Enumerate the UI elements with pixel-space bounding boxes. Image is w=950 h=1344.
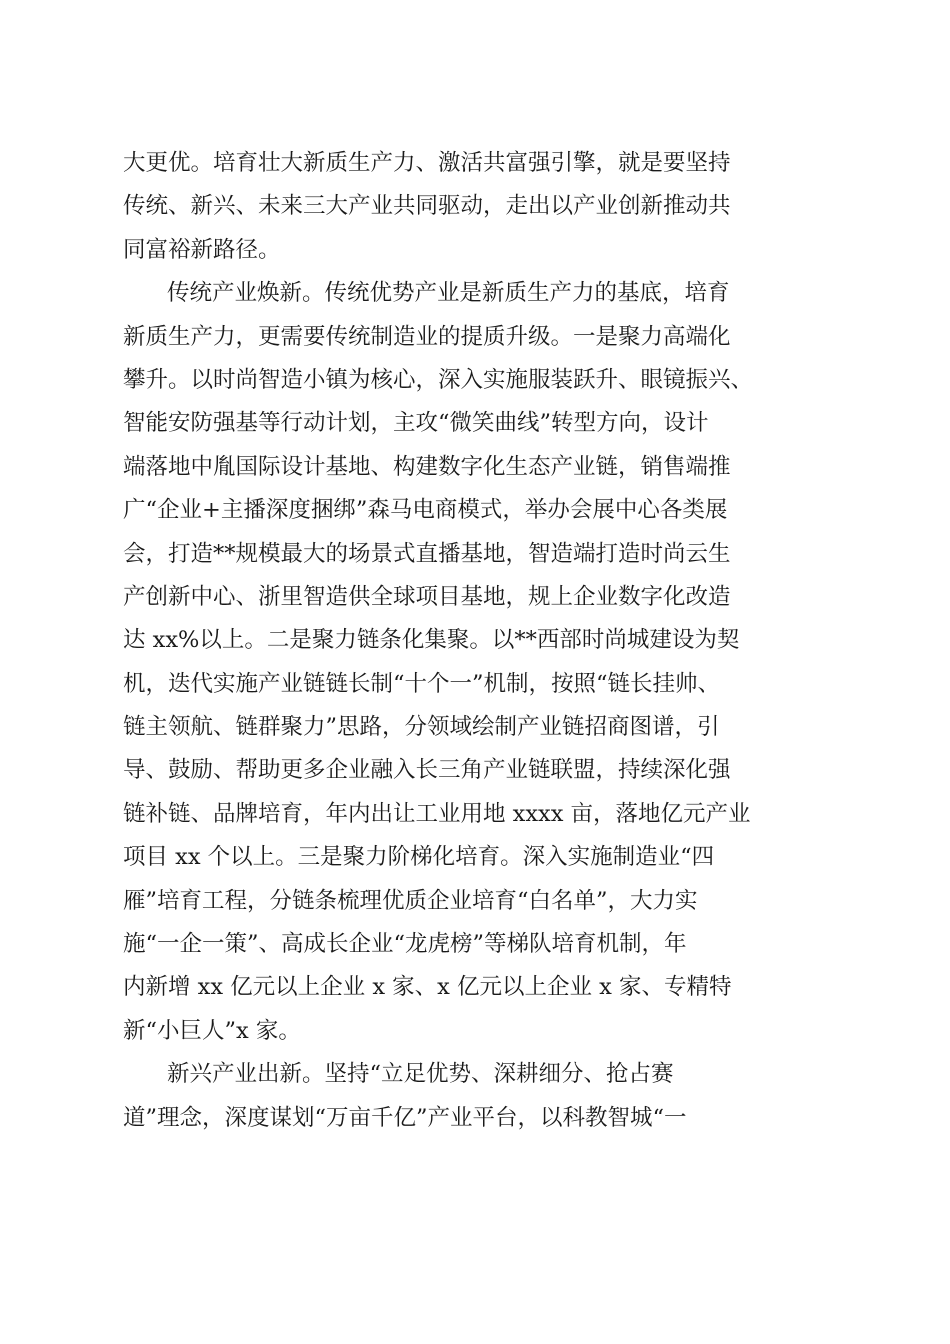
- paragraph-3: [123, 1053, 835, 1140]
- text-line: 施“一企一策”、高成长企业“龙虎榜”等梯队培育机制，年: [123, 931, 687, 958]
- document-body: [123, 142, 835, 1140]
- text-line: 会，打造**规模最大的场景式直播基地，智造端打造时尚云生: [123, 540, 731, 567]
- text-line: 大更优。培育壮大新质生产力、激活共富强引擎，就是要坚持: [123, 150, 731, 176]
- text-line: 雁”培育工程，分链条梳理优质企业培育“白名单”，大力实: [123, 887, 698, 914]
- text-line: 产创新中心、浙里智造供全球项目基地，规上企业数字化改造: [123, 583, 731, 610]
- paragraph-2: [123, 272, 835, 1053]
- text-line: 攀升。以时尚智造小镇为核心，深入实施服装跃升、眼镜振兴、: [123, 366, 754, 393]
- text-line: 同富裕新路径。: [123, 236, 281, 263]
- text-line: 传统产业焕新。传统优势产业是新质生产力的基底，培育: [167, 280, 730, 307]
- text-line: 项目 xx 个以上。三是聚力阶梯化培育。深入实施制造业“四: [123, 844, 715, 871]
- paragraph-1: [123, 142, 835, 272]
- text-line: 道”理念，深度谋划“万亩千亿”产业平台，以科教智城“一: [123, 1104, 687, 1131]
- text-line: 达 xx%以上。二是聚力链条化集聚。以**西部时尚城建设为契: [123, 627, 740, 654]
- text-line: 新兴产业出新。坚持“立足优势、深耕细分、抢占赛: [167, 1061, 674, 1088]
- text-line: 端落地中胤国际设计基地、构建数字化生态产业链，销售端推: [123, 453, 731, 480]
- text-line: 导、鼓励、帮助更多企业融入长三角产业链联盟，持续深化强: [123, 757, 731, 784]
- text-line: 机，迭代实施产业链链长制“十个一”机制，按照“链长挂帅、: [123, 670, 721, 697]
- text-line: 链主领航、链群聚力”思路，分领域绘制产业链招商图谱，引: [123, 714, 720, 741]
- text-line: 广“企业+主播深度捆绑”森马电商模式，举办会展中心各类展: [123, 497, 728, 524]
- text-line: 智能安防强基等行动计划，主攻“微笑曲线”转型方向，设计: [123, 410, 709, 437]
- text-line: 内新增 xx 亿元以上企业 x 家、x 亿元以上企业 x 家、专精特: [123, 974, 732, 1001]
- text-line: 新“小巨人”x 家。: [123, 1017, 301, 1044]
- text-line: 新质生产力，更需要传统制造业的提质升级。一是聚力高端化: [123, 323, 731, 350]
- text-line: 传统、新兴、未来三大产业共同驱动，走出以产业创新推动共: [123, 193, 731, 220]
- text-line: 链补链、品牌培育，年内出让工业用地 xxxx 亩，落地亿元产业: [123, 800, 751, 827]
